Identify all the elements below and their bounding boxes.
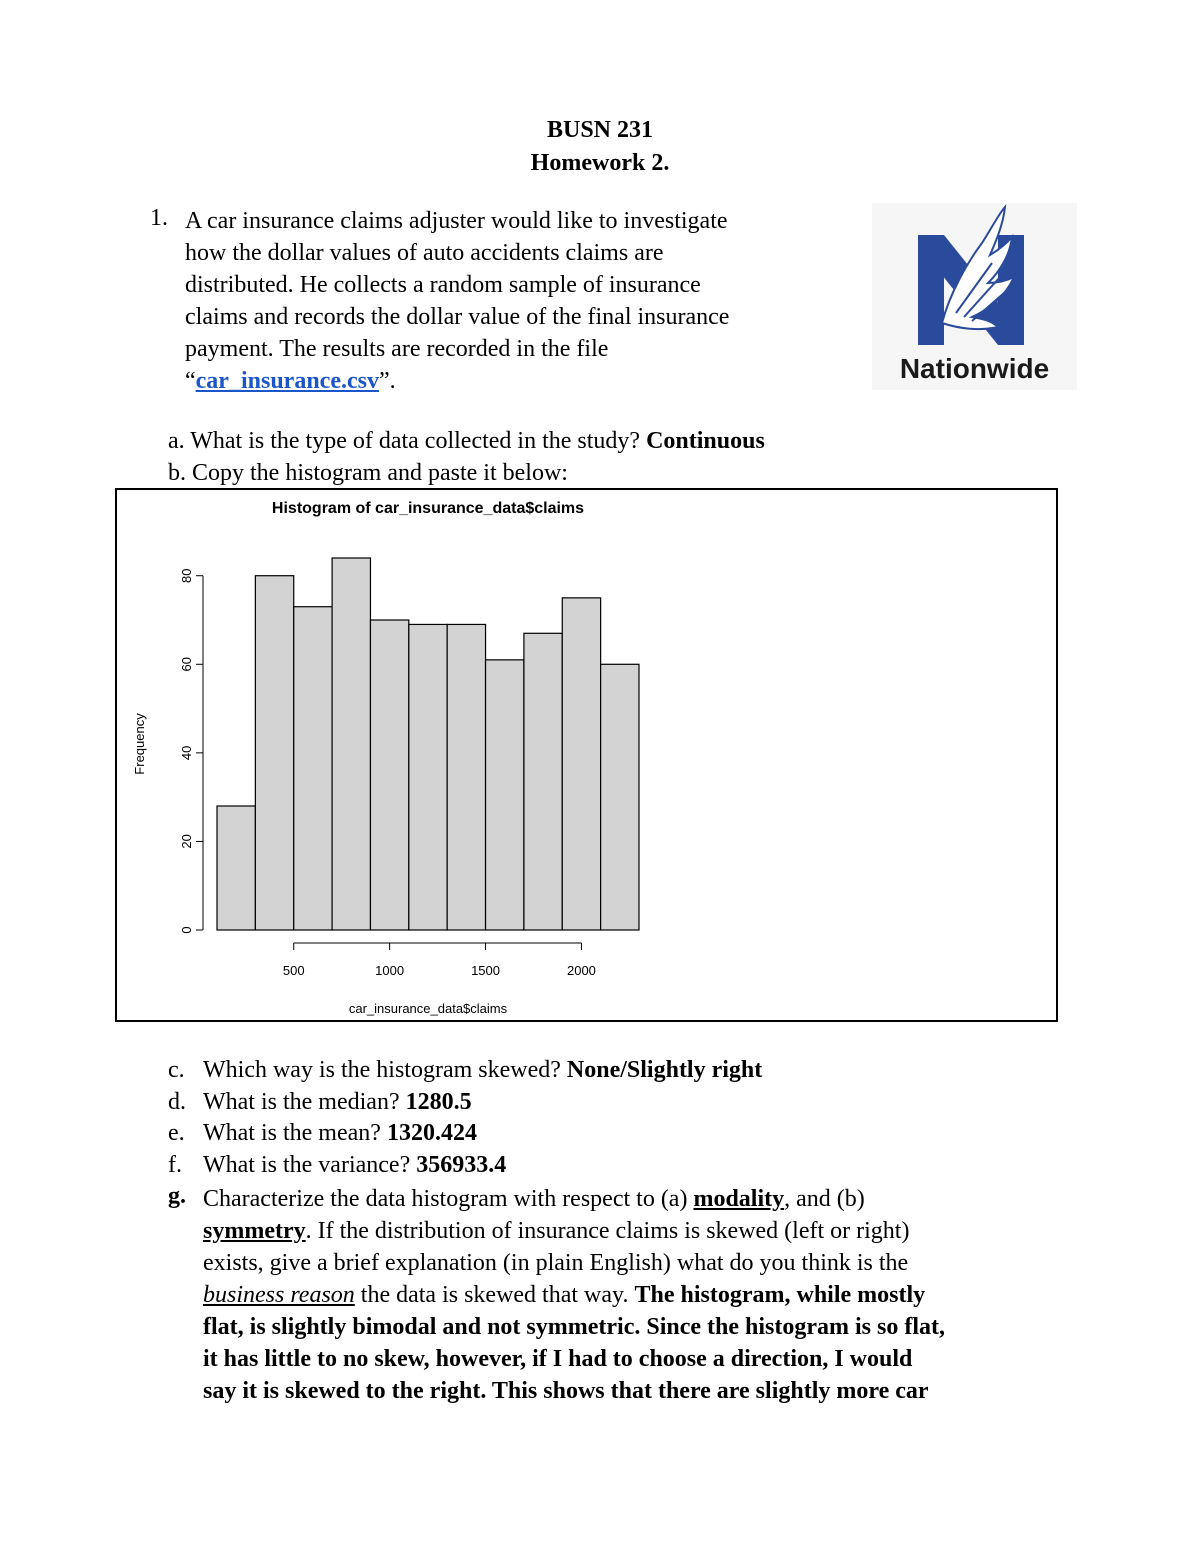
part-g-text-segment: , and (b) bbox=[784, 1186, 865, 1212]
question-number: 1. bbox=[150, 205, 168, 231]
part-g-answer: it has little to no skew, however, if I had to choose a direction, I would bbox=[203, 1346, 913, 1372]
file-open-quote: “ bbox=[185, 368, 196, 394]
histogram-bar bbox=[562, 598, 600, 930]
y-tick-label: 60 bbox=[179, 657, 194, 672]
chart-title: Histogram of car_insurance_data$claims bbox=[271, 500, 585, 517]
part-g-line: exists, give a brief explanation (in plain English) what do you think is the bbox=[203, 1250, 909, 1276]
part-g-line bbox=[203, 1183, 1083, 1215]
part-g-line bbox=[203, 1343, 1083, 1375]
logo-wordmark: Nationwide bbox=[899, 353, 1050, 384]
y-axis-label: Frequency bbox=[132, 713, 147, 775]
histogram-bar bbox=[601, 664, 639, 930]
histogram-bar bbox=[409, 624, 447, 930]
x-tick-label: 1000 bbox=[375, 963, 405, 978]
part-a bbox=[168, 428, 765, 455]
part-d-label: d. bbox=[168, 1089, 186, 1115]
part-g-text bbox=[203, 1183, 1083, 1407]
part-g-text-segment: the data is skewed that way. bbox=[354, 1282, 635, 1308]
part-f-label: f. bbox=[168, 1152, 182, 1178]
y-tick-label: 0 bbox=[179, 926, 194, 934]
x-tick-label: 500 bbox=[282, 963, 305, 978]
part-c-question: Which way is the histogram skewed? bbox=[203, 1057, 567, 1083]
part-g-answer: flat, is slightly bimodal and not symmetric. Since the histogram is so flat, bbox=[203, 1314, 945, 1340]
part-g-text-segment: . If the distribution of insurance claims is skewed (left or right) bbox=[305, 1218, 910, 1244]
question-line: payment. The results are recorded in the file bbox=[185, 336, 609, 362]
part-f-question: What is the variance? bbox=[203, 1152, 417, 1178]
nationwide-logo bbox=[872, 203, 1077, 390]
part-c-label: c. bbox=[168, 1057, 185, 1083]
part-g-line bbox=[203, 1215, 1083, 1247]
part-e-answer: 1320.424 bbox=[386, 1120, 477, 1146]
part-g-line bbox=[203, 1279, 1083, 1311]
histogram-chart bbox=[117, 490, 1056, 1020]
business-reason-term: business reason bbox=[203, 1282, 355, 1308]
file-reference-line bbox=[185, 365, 729, 397]
homework-title: Homework 2. bbox=[530, 150, 670, 176]
part-g-line bbox=[203, 1311, 1083, 1343]
histogram-bar bbox=[255, 576, 293, 930]
part-e-label: e. bbox=[168, 1120, 185, 1146]
part-a-answer: Continuous bbox=[646, 428, 765, 454]
part-b-question: b. Copy the histogram and paste it below: bbox=[168, 460, 568, 486]
part-b bbox=[168, 460, 568, 487]
part-f-answer: 356933.4 bbox=[416, 1152, 507, 1178]
histogram-bar bbox=[217, 806, 255, 930]
course-title: BUSN 231 bbox=[546, 117, 654, 143]
part-g-line bbox=[203, 1375, 1083, 1407]
y-tick-label: 20 bbox=[179, 834, 194, 849]
part-g-text-segment: Characterize the data histogram with respect to (a) bbox=[203, 1186, 694, 1212]
x-tick-label: 1500 bbox=[471, 963, 501, 978]
question-1-text bbox=[185, 205, 729, 397]
y-tick-label: 80 bbox=[179, 568, 194, 583]
histogram-bar bbox=[370, 620, 408, 930]
part-g-answer: The histogram, while mostly bbox=[634, 1282, 926, 1308]
part-d-question: What is the median? bbox=[203, 1089, 406, 1115]
symmetry-term: symmetry bbox=[203, 1218, 306, 1244]
histogram-bar bbox=[524, 633, 562, 930]
histogram-bar bbox=[332, 558, 370, 930]
part-c-answer: None/Slightly right bbox=[566, 1057, 763, 1083]
question-line: claims and records the dollar value of the final insurance bbox=[185, 304, 730, 330]
part-g-answer: say it is skewed to the right. This shows that there are slightly more car bbox=[203, 1378, 929, 1404]
question-line: A car insurance claims adjuster would like to investigate bbox=[185, 208, 728, 234]
part-d-answer: 1280.5 bbox=[405, 1089, 472, 1115]
question-line: distributed. He collects a random sample of insurance bbox=[185, 272, 701, 298]
histogram-frame bbox=[115, 488, 1058, 1022]
x-axis-label: car_insurance_data$claims bbox=[348, 1001, 508, 1016]
x-tick-label: 2000 bbox=[566, 963, 596, 978]
histogram-bar bbox=[447, 624, 485, 930]
part-a-question: a. What is the type of data collected in the study? bbox=[168, 428, 647, 454]
histogram-bar bbox=[486, 660, 524, 930]
part-g-label: g. bbox=[168, 1183, 186, 1209]
file-close-quote: ”. bbox=[378, 368, 396, 394]
modality-term: modality bbox=[693, 1186, 785, 1212]
y-tick-label: 40 bbox=[179, 745, 194, 761]
file-link[interactable]: car_insurance.csv bbox=[195, 368, 379, 394]
part-e-question: What is the mean? bbox=[203, 1120, 387, 1146]
histogram-bar bbox=[294, 607, 332, 930]
question-line: how the dollar values of auto accidents claims are bbox=[185, 240, 664, 266]
